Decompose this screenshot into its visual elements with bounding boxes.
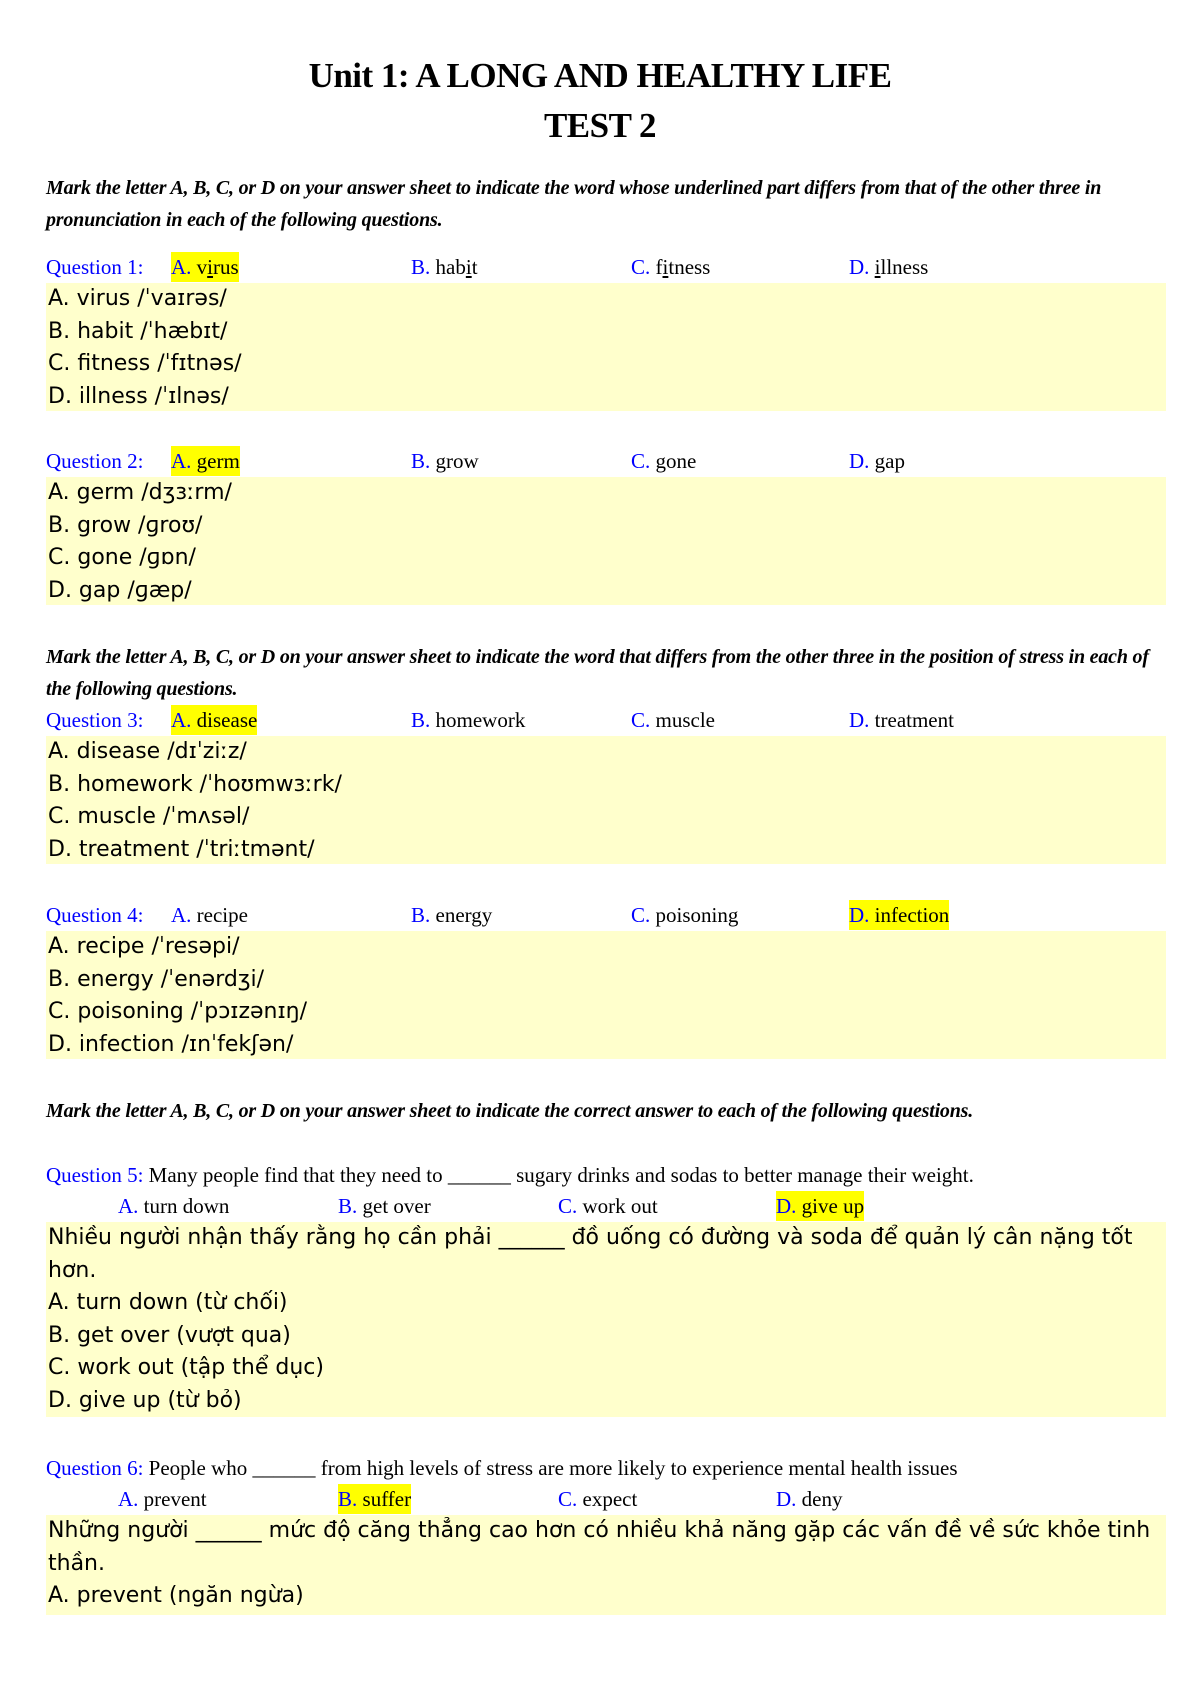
question-5-options	[46, 1191, 1166, 1221]
option-b[interactable]: B. habit	[411, 255, 478, 279]
option-d[interactable]: D. give up	[776, 1191, 864, 1221]
question-label: Question 1:	[46, 255, 144, 279]
option-c[interactable]: C. muscle	[631, 708, 715, 732]
translation: Những người ______ mức độ căng thẳng cao hơn có nhiều khả năng gặp các vấn đề về sức khỏe tinh thần.	[48, 1518, 1151, 1576]
question-1-explanation: A. virus /ˈvaɪrəs/ B. habit /ˈhæbɪt/ C. fitness /ˈfɪtnəs/ D. illness /ˈɪlnəs/	[46, 283, 1166, 411]
question-5-explanation: Nhiều người nhận thấy rằng họ cần phải ______ đồ uống có đường và soda để quản lý cân nặng tốt hơn. A. turn down (từ chối) B. get over (vượt qua) C. work out (tập thể dục) D. give up (từ bỏ)	[46, 1222, 1166, 1417]
question-label: Question 5:	[46, 1163, 144, 1187]
option-b[interactable]: B. homework	[411, 708, 526, 732]
question-label: Question 4:	[46, 903, 144, 927]
option-a[interactable]: A. virus	[171, 252, 239, 282]
option-b[interactable]: B. grow	[411, 449, 479, 473]
option-a[interactable]: A. germ	[171, 446, 240, 476]
option-a[interactable]: A. disease	[171, 705, 257, 735]
option-a[interactable]: A. turn down	[118, 1194, 230, 1218]
question-1-line	[46, 252, 1166, 282]
question-label: Question 3:	[46, 708, 144, 732]
question-6-explanation: Những người ______ mức độ căng thẳng cao hơn có nhiều khả năng gặp các vấn đề về sức khỏe tinh thần. A. prevent (ngăn ngừa)	[46, 1515, 1166, 1615]
question-5-stem	[46, 1160, 1176, 1190]
question-6-options	[46, 1484, 1166, 1514]
question-text: People who ______ from high levels of stress are more likely to experience mental health issues	[148, 1456, 958, 1480]
document-subtitle: TEST 2	[543, 106, 657, 145]
document-title: Unit 1: A LONG AND HEALTHY LIFE	[308, 56, 892, 95]
option-b[interactable]: B. energy	[411, 903, 493, 927]
section-1-instruction: Mark the letter A, B, C, or D on your answer sheet to indicate the word whose underlined part differs from that of the other three in pronunciation in each of the following questions.	[46, 177, 1102, 231]
option-c[interactable]: C. expect	[558, 1487, 638, 1511]
option-c[interactable]: C. gone	[631, 449, 697, 473]
translation: Nhiều người nhận thấy rằng họ cần phải ______ đồ uống có đường và soda để quản lý cân nặng tốt hơn.	[48, 1225, 1133, 1283]
option-c[interactable]: C. poisoning	[631, 903, 739, 927]
option-d[interactable]: D. infection	[849, 900, 949, 930]
question-4-line	[46, 900, 1166, 930]
option-a[interactable]: A. prevent	[118, 1487, 207, 1511]
section-3-instruction: Mark the letter A, B, C, or D on your answer sheet to indicate the correct answer to each of the following questions.	[46, 1100, 974, 1122]
option-b[interactable]: B. suffer	[338, 1484, 411, 1514]
question-label: Question 6:	[46, 1456, 144, 1480]
question-text: Many people find that they need to ______ sugary drinks and sodas to better manage their weight.	[148, 1163, 974, 1187]
question-3-explanation: A. disease /dɪˈziːz/ B. homework /ˈhoʊmwɜːrk/ C. muscle /ˈmʌsəl/ D. treatment /ˈtriːtmənt/	[46, 736, 1166, 864]
option-d[interactable]: D. gap	[849, 449, 905, 473]
option-c[interactable]: C. fitness	[631, 255, 711, 279]
question-4-explanation: A. recipe /ˈresəpi/ B. energy /ˈenərdʒi/ C. poisoning /ˈpɔɪzənɪŋ/ D. infection /ɪnˈfekʃən/	[46, 931, 1166, 1059]
option-d[interactable]: D. treatment	[849, 708, 954, 732]
section-2-instruction: Mark the letter A, B, C, or D on your answer sheet to indicate the word that differs from the other three in the position of stress in each of the following questions.	[46, 646, 1149, 700]
question-6-stem	[46, 1453, 1176, 1483]
question-2-explanation: A. germ /dʒɜːrm/ B. grow /ɡroʊ/ C. gone /ɡɒn/ D. gap /ɡæp/	[46, 477, 1166, 605]
question-3-line	[46, 705, 1166, 735]
option-c[interactable]: C. work out	[558, 1194, 658, 1218]
option-b[interactable]: B. get over	[338, 1194, 431, 1218]
option-a[interactable]: A. recipe	[171, 903, 248, 927]
option-d[interactable]: D. deny	[776, 1487, 843, 1511]
question-2-line	[46, 446, 1166, 476]
option-d[interactable]: D. illness	[849, 255, 929, 279]
question-label: Question 2:	[46, 449, 144, 473]
